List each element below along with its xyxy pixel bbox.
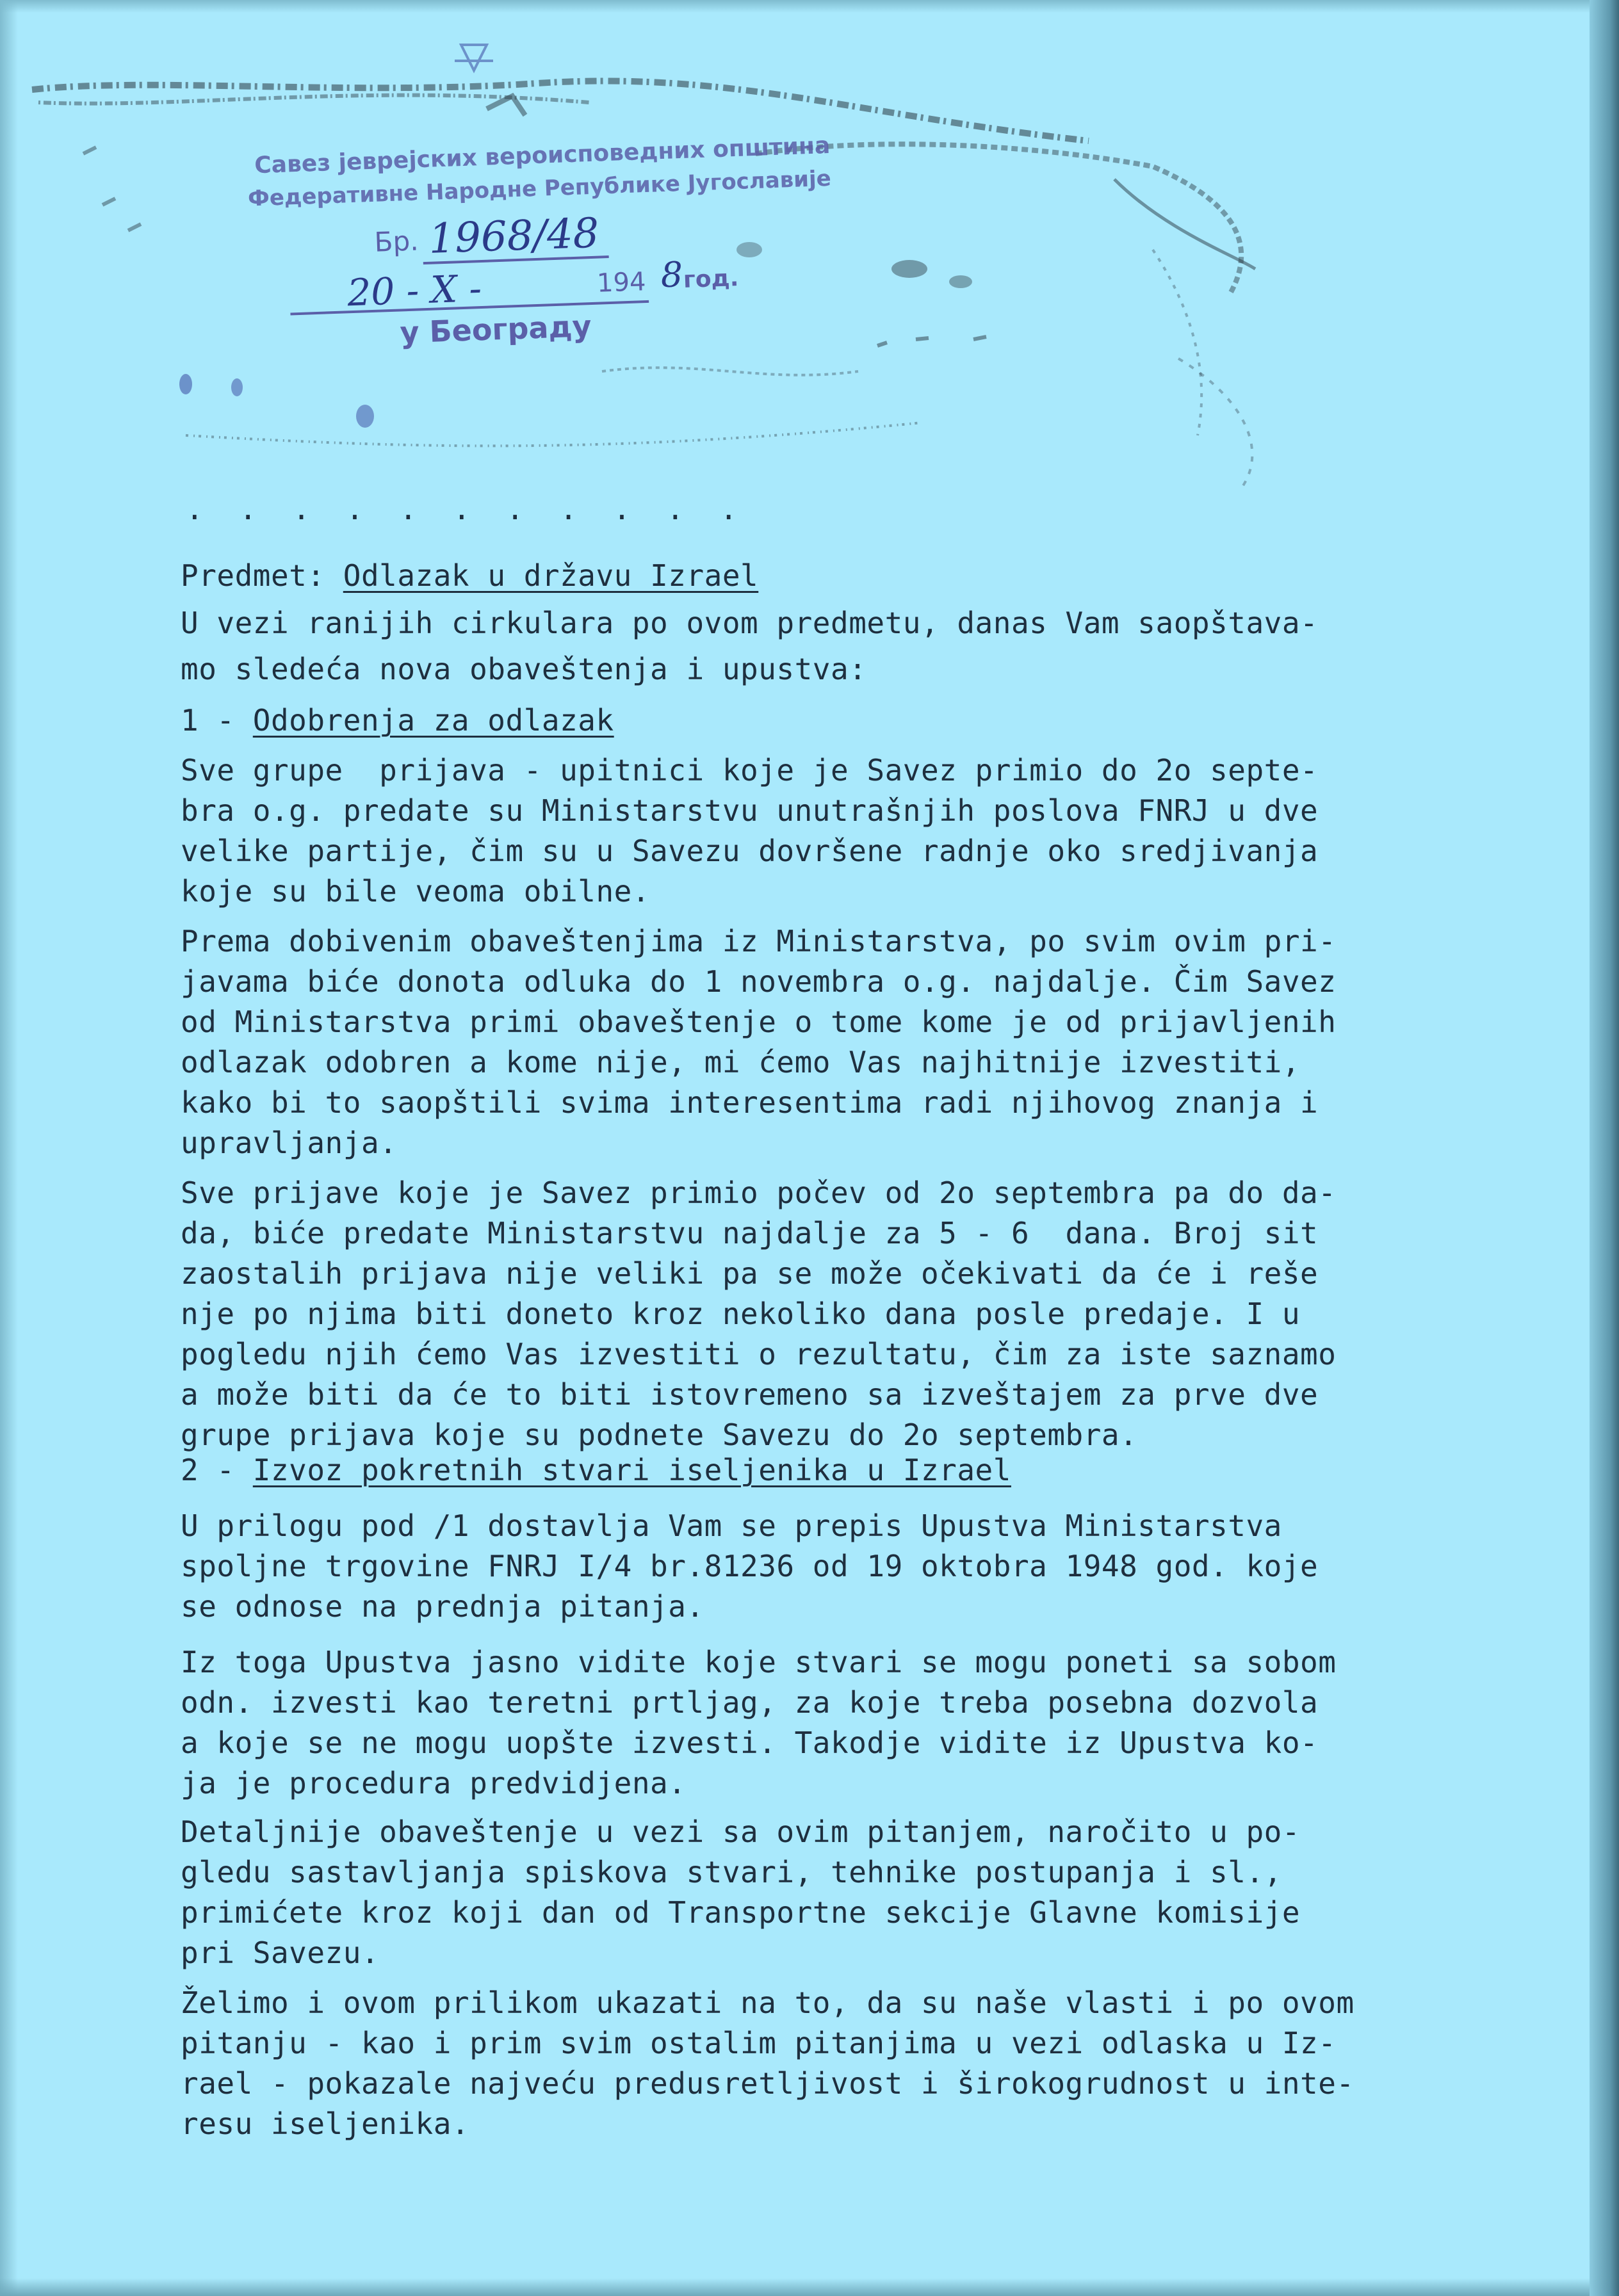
paragraph-line: gledu sastavljanja spiskova stvari, tehnike postupanja i sl.,: [181, 1855, 1282, 1889]
paragraph-line: U prilogu pod /1 dostavlja Vam se prepis Upustva Ministarstva: [181, 1508, 1282, 1543]
paragraph-line: koje su bile veoma obilne.: [181, 874, 651, 909]
stamp-organization-line2: Федеративне Народне Републике Југославије: [247, 165, 832, 212]
paragraph-line: ja je procedura predvidjena.: [181, 1766, 687, 1800]
paragraph-line: bra o.g. predate su Ministarstvu unutrašnjih poslova FNRJ u dve: [181, 793, 1319, 828]
section-2-title: Izvoz pokretnih stvari iseljenika u Izrael: [252, 1453, 1011, 1487]
paragraph-line: primićete kroz koji dan od Transportne sekcije Glavne komisije: [181, 1895, 1301, 1930]
paragraph-line: resu iseljenika.: [181, 2106, 470, 2141]
paragraph-line: velike partije, čim su u Savezu dovršene radnje oko sredjivanja: [181, 834, 1319, 868]
paragraph-line: Iz toga Upustva jasno vidite koje stvari se mogu poneti sa sobom: [181, 1645, 1337, 1679]
paragraph-line: Sve grupe prijava - upitnici koje je Savez primio do 2o septe-: [181, 753, 1319, 788]
stamp-city: у Београду: [399, 309, 592, 350]
paragraph-line: od Ministarstva primi obaveštenje o tome kome je od prijavljenih: [181, 1005, 1337, 1039]
subject-text: Odlazak u državu Izrael: [343, 558, 759, 593]
paragraph-line: grupe prijava koje su podnete Savezu do 2o septembra.: [181, 1418, 1138, 1452]
paragraph-line: spoljne trgovine FNRJ I/4 br.81236 od 19 oktobra 1948 god. koje: [181, 1549, 1319, 1583]
paragraph-line: se odnose na prednja pitanja.: [181, 1589, 704, 1624]
intro-line: mo sledeća nova obaveštenja i upustva:: [181, 652, 867, 686]
paragraph-line: a može biti da će to biti istovremeno sa izveštajem za prve dve: [181, 1377, 1319, 1412]
section-1-title: Odobrenja za odlazak: [252, 703, 614, 738]
paragraph-line: pri Savezu.: [181, 1936, 380, 1970]
paper-left-edge: [0, 0, 18, 2296]
section-1-number: 1 -: [181, 703, 253, 738]
paragraph-line: da, biće predate Ministarstvu najdalje za 5 - 6 dana. Broj sit: [181, 1216, 1319, 1250]
paragraph-line: zaostalih prijava nije veliki pa se može očekivati da će i reše: [181, 1256, 1319, 1291]
stamp-date-handwritten: 20 - X -: [346, 266, 483, 315]
paragraph-line: pogledu njih ćemo Vas izvestiti o rezultatu, čim za iste saznamo: [181, 1337, 1337, 1371]
subject-line: [181, 558, 759, 593]
paragraph-line: Detaljnije obaveštenje u vezi sa ovim pitanjem, naročito u po-: [181, 1815, 1301, 1849]
section-2-heading: [181, 1455, 1011, 1485]
paragraph-line: Sve prijave koje je Savez primio počev od 2o septembra pa do da-: [181, 1176, 1337, 1210]
paper-right-edge: [1590, 0, 1619, 2296]
paragraph-line: kako bi to saopštili svima interesentima radi njihovog znanja i: [181, 1085, 1319, 1120]
paper-bottom-edge: [0, 2278, 1619, 2296]
stamp-year-handwritten: 8: [660, 254, 684, 296]
paragraph-line: nje po njima biti doneto kroz nekoliko dana posle predaje. I u: [181, 1297, 1301, 1331]
paragraph-line: a koje se ne mogu uopšte izvesti. Takodje vidite iz Upustva ko-: [181, 1726, 1319, 1760]
dotted-line: . . . . . . . . . . .: [186, 492, 747, 526]
stamp-number-label: Бр.: [373, 225, 419, 258]
registration-stamp: [233, 129, 832, 364]
stamp-year-prefix: 194: [596, 267, 647, 298]
paragraph-line: odlazak odobren a kome nije, mi ćemo Vas najhitnije izvestiti,: [181, 1045, 1301, 1079]
subject-label: Predmet:: [181, 558, 325, 593]
stamp-year-label: год.: [683, 265, 739, 294]
paragraph-line: odn. izvesti kao teretni prtljag, za koje treba posebna dozvola: [181, 1685, 1319, 1720]
paragraph-line: javama biće donota odluka do 1 novembra o.g. najdalje. Čim Savez: [181, 964, 1337, 999]
stamp-number-handwritten: 1968/48: [428, 209, 600, 263]
section-1-heading: [181, 703, 614, 738]
paragraph-line: upravljanja.: [181, 1126, 398, 1160]
paragraph-line: Prema dobivenim obaveštenjima iz Ministarstva, po svim ovim pri-: [181, 924, 1337, 958]
stamp-organization-line1: Савез јеврејских вероисповедних општина: [254, 132, 831, 179]
section-2-number: 2 -: [181, 1453, 253, 1487]
paragraph-line: pitanju - kao i prim svim ostalim pitanjima u vezi odlaska u Iz-: [181, 2026, 1337, 2060]
intro-line: U vezi ranijih cirkulara po ovom predmetu, danas Vam saopštava-: [181, 606, 1319, 640]
paragraph-line: Želimo i ovom prilikom ukazati na to, da su naše vlasti i po ovom: [181, 1985, 1355, 2020]
paper-top-edge: [0, 0, 1619, 13]
paragraph-line: rael - pokazale najveću predusretljivost i širokogrudnost u inte-: [181, 2066, 1355, 2101]
